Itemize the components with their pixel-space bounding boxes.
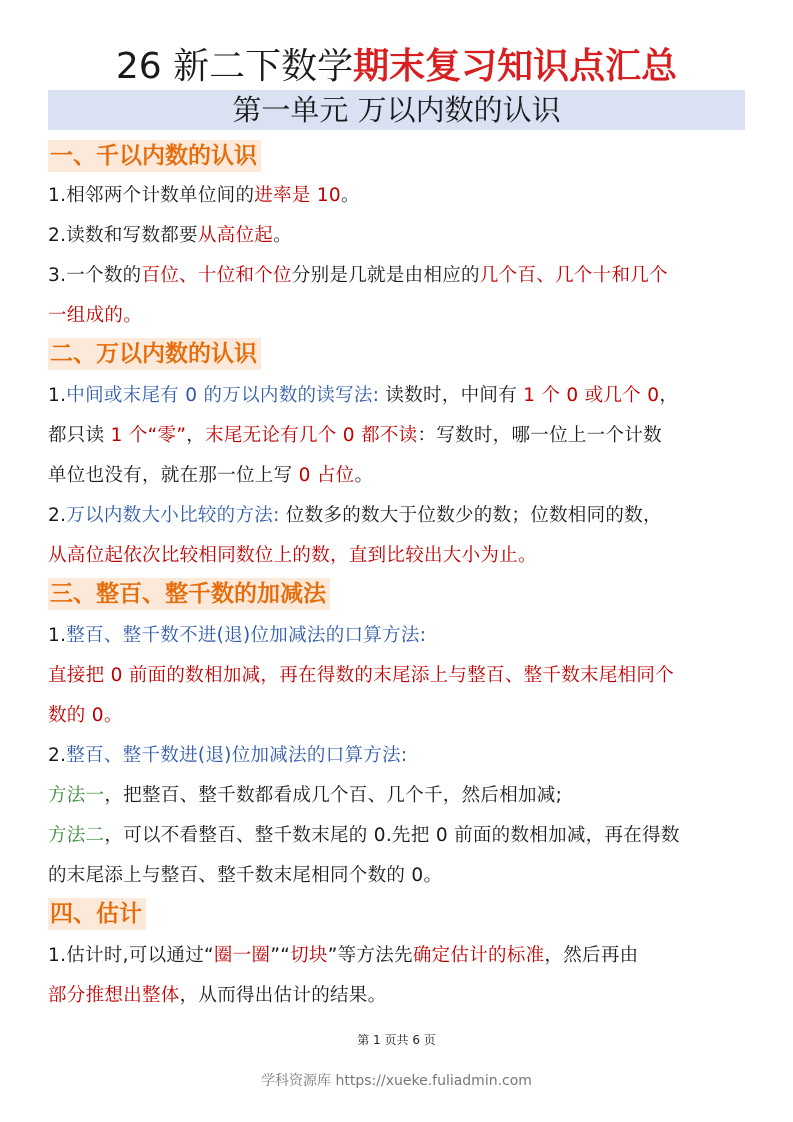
text-line	[48, 542, 753, 570]
text-segment: 整百、整千数进(退)位加减法的口算方法:	[66, 745, 408, 766]
text-segment: 。	[341, 185, 360, 206]
page-title	[0, 40, 793, 94]
text-line	[48, 622, 753, 650]
text-segment: ，	[186, 425, 206, 446]
text-segment: 2.读数和写数都要	[48, 225, 198, 246]
text-segment: 3.一个数的	[48, 265, 142, 286]
text-segment: ，然后再由	[544, 945, 639, 966]
text-segment: 百位、十位和个位	[141, 265, 292, 286]
text-segment: 从高位起依次比较相同数位上的数，直到比较出大小为止。	[48, 545, 537, 566]
source-watermark: 学科资源库 https://xueke.fuliadmin.com	[261, 1073, 532, 1089]
text-line	[48, 222, 753, 250]
text-segment: ”“	[270, 945, 291, 966]
text-line	[48, 782, 753, 810]
text-segment: 几个百、几个十和几个	[479, 265, 668, 286]
text-segment: 1.	[48, 385, 67, 406]
text-segment: 单位也没有，就在那一位上写	[48, 465, 299, 486]
page-number: 第 1 页共 6 页	[357, 1033, 436, 1047]
text-segment: 中间或末尾有 0 的万以内数的读写法:	[66, 385, 380, 406]
text-line	[48, 702, 753, 730]
text-segment: 位数多的数大于位数少的数；位数相同的数，	[279, 505, 662, 526]
text-line	[48, 502, 753, 530]
text-segment: 1 个 0 或几个 0	[523, 385, 660, 406]
text-segment: 。	[273, 225, 292, 246]
text-segment: ，可以不看整百、整千数末尾的 0.先把 0 前面的数相加减，再在得数	[104, 825, 680, 846]
text-segment: 数的 0。	[48, 705, 123, 726]
text-line	[48, 262, 753, 290]
text-segment: 末尾无论有几个 0 都不读	[205, 425, 418, 446]
text-segment: ，把整百、整千数都看成几个百、几个千，然后相加减;	[104, 785, 563, 806]
unit-title: 第一单元 万以内数的认识	[48, 90, 745, 130]
text-line	[48, 182, 753, 210]
text-segment: 1.相邻两个计数单位间的	[48, 185, 255, 206]
text-segment: 1.估计时,可以通过“	[48, 945, 214, 966]
text-segment: 确定估计的标准	[412, 945, 545, 966]
text-segment: 切块	[290, 945, 328, 966]
text-segment: 2.	[48, 505, 67, 526]
text-segment: 整百、整千数不进(退)位加减法的口算方法:	[66, 625, 427, 646]
text-segment: 直接把 0 前面的数相加减，再在得数的末尾添上与整百、整千数末尾相同个	[48, 665, 675, 686]
text-segment: 进率是 10	[254, 185, 341, 206]
text-segment: ，	[659, 385, 679, 406]
text-line	[48, 942, 753, 970]
text-line	[48, 862, 753, 890]
text-segment: 分别是几就是由相应的	[291, 265, 480, 286]
text-segment: 的末尾添上与整百、整千数末尾相同个数的 0。	[48, 865, 443, 886]
text-segment: 。	[354, 465, 374, 486]
text-segment: 部分推想出整体	[48, 985, 180, 1006]
text-segment: 万以内数大小比较的方法:	[66, 505, 280, 526]
section-heading-3: 三、整百、整千数的加减法	[48, 578, 330, 610]
text-line	[48, 302, 753, 330]
text-segment: ”等方法先	[327, 945, 413, 966]
text-segment: ，从而得出估计的结果。	[179, 985, 387, 1006]
text-segment: 0 占位	[298, 465, 355, 486]
text-segment: 都只读	[48, 425, 111, 446]
text-segment: ：写数时，哪一位上一个计数	[417, 425, 662, 446]
text-line	[48, 382, 753, 410]
section-heading-2: 二、万以内数的认识	[48, 338, 261, 370]
title-part-1: 26 新二下数学	[115, 46, 354, 87]
text-segment: 方法二	[48, 825, 105, 846]
section-heading-1: 一、千以内数的认识	[48, 140, 261, 172]
text-line	[48, 662, 753, 690]
text-line	[48, 822, 753, 850]
text-segment: 圈一圈	[213, 945, 271, 966]
section-heading-4: 四、估计	[48, 898, 146, 930]
title-part-2: 期末复习知识点汇总	[353, 46, 678, 87]
text-line	[48, 422, 753, 450]
text-line	[48, 982, 753, 1010]
text-line	[48, 742, 753, 770]
text-segment: 1.	[48, 625, 67, 646]
text-line	[48, 462, 753, 490]
text-segment: 从高位起	[197, 225, 274, 246]
text-segment: 读数时，中间有	[379, 385, 524, 406]
text-segment: 一组成的。	[48, 305, 143, 326]
text-segment: 方法一	[48, 785, 105, 806]
text-segment: 2.	[48, 745, 67, 766]
text-segment: 1 个“零”	[110, 425, 187, 446]
